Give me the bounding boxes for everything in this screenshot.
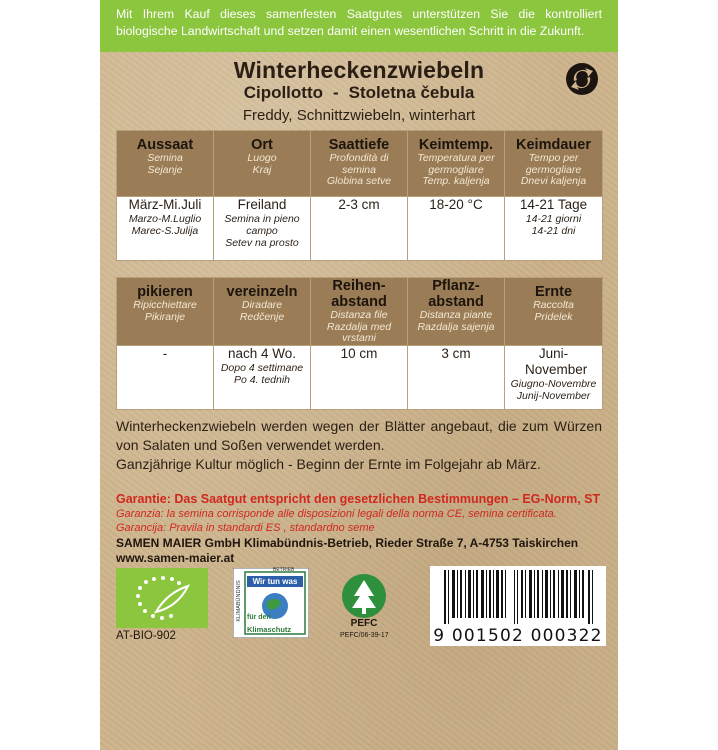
guarantee-german: Garantie: Das Saatgut entspricht den gesetzlichen Bestimmungen – EG-Norm, ST bbox=[116, 492, 601, 506]
value-italian: Dopo 4 settimane bbox=[220, 361, 304, 374]
eu-organic-code: AT-BIO-902 bbox=[116, 630, 176, 642]
guarantee-italian: Garanzia: la semina corrisponde alle disposizioni legali della norma CE, semina certificata. bbox=[116, 508, 557, 520]
value-main: nach 4 Wo. bbox=[227, 345, 297, 361]
header-sub-italian: Semina bbox=[147, 152, 183, 164]
product-title: Winterheckenzwiebeln bbox=[233, 57, 485, 83]
eu-organic-leaf-icon bbox=[116, 568, 208, 628]
value-italian: Marzo-M.Luglio bbox=[128, 213, 202, 225]
company-info bbox=[116, 536, 616, 566]
value-main: 2-3 cm bbox=[338, 197, 380, 212]
guarantee-slovenian: Garancija: Pravila in standardi ES , standardno seme bbox=[116, 522, 375, 534]
pefc-code: PEFC/06-39-17 bbox=[340, 632, 389, 639]
barcode-bars-icon bbox=[430, 566, 606, 624]
value-italian: 14-21 giorni bbox=[525, 213, 582, 225]
value-main: 3 cm bbox=[441, 345, 471, 361]
value-main: - bbox=[162, 345, 168, 361]
klima-slogan-bottom: Klimaschutz bbox=[247, 625, 292, 634]
header-sub-slovenian: Pridelek bbox=[534, 310, 573, 323]
sowing-table-value-row bbox=[117, 197, 603, 261]
header-cell bbox=[311, 278, 408, 346]
header-sub-slovenian: Dnevi kaljenja bbox=[520, 175, 587, 187]
header-label: Ort bbox=[251, 137, 273, 153]
header-sub-italian: Raccolta bbox=[533, 299, 574, 311]
klima-betrieb-text: BETRIEB bbox=[273, 567, 295, 573]
value-italian: Giugno-Novembre bbox=[510, 377, 597, 390]
product-description: Freddy, Schnittzwiebeln, winterhart bbox=[242, 107, 476, 124]
subtitle-slovenian: Stoletna čebula bbox=[348, 83, 475, 102]
care-table bbox=[116, 277, 603, 410]
value-slovenian: Setev na prosto bbox=[225, 237, 299, 249]
header-cell bbox=[505, 131, 603, 197]
subtitle-italian: Cipollotto bbox=[243, 83, 323, 102]
header-sub-italian: Tempo per germogliare bbox=[525, 152, 582, 176]
header-sub-italian: Profondità di semina bbox=[329, 152, 389, 176]
header-sub-slovenian: Kraj bbox=[252, 163, 272, 176]
header-label: vereinzeln bbox=[226, 284, 298, 300]
sowing-table-header-row bbox=[117, 131, 603, 197]
subtitle-separator: - bbox=[333, 83, 339, 102]
header-sub-slovenian: Pikiranje bbox=[144, 310, 186, 323]
cultivation-info bbox=[116, 417, 602, 474]
header-cell bbox=[408, 278, 505, 346]
header-cell bbox=[214, 278, 311, 346]
recycle-arrows-icon bbox=[565, 62, 599, 96]
value-slovenian: Junij-November bbox=[516, 389, 591, 402]
value-cell bbox=[505, 345, 603, 409]
header-sub-slovenian: Redčenje bbox=[239, 310, 285, 323]
pefc-label: PEFC bbox=[350, 618, 378, 629]
header-cell bbox=[214, 131, 311, 197]
value-cell bbox=[117, 345, 214, 409]
value-main: 18-20 °C bbox=[429, 197, 483, 212]
header-cell bbox=[408, 131, 505, 197]
value-main: Freiland bbox=[237, 197, 287, 212]
header-label: Keimtemp. bbox=[418, 137, 494, 153]
header-sub-italian: Ripicchiettare bbox=[133, 299, 197, 311]
header-cell bbox=[117, 131, 214, 197]
barcode-digits: 9 001502 000322 bbox=[433, 626, 603, 646]
value-slovenian: 14-21 dni bbox=[531, 225, 576, 237]
guarantee-block bbox=[116, 491, 616, 535]
value-cell bbox=[408, 197, 505, 261]
header-sub-italian: Temperatura per germogliare bbox=[417, 152, 495, 176]
value-cell bbox=[117, 197, 214, 261]
value-main: 10 cm bbox=[340, 345, 378, 361]
header-sub-italian: Distanza file bbox=[330, 309, 388, 321]
value-main: 14-21 Tage bbox=[519, 197, 588, 212]
header-sub-slovenian: Razdalja med vrstami bbox=[326, 320, 392, 344]
product-subtitle bbox=[100, 83, 618, 103]
info-paragraph-harvest: Ganzjährige Kultur möglich - Beginn der Ernte im Folgejahr ab März. bbox=[116, 456, 541, 472]
value-cell bbox=[408, 345, 505, 409]
sowing-table bbox=[116, 130, 603, 261]
header-cell bbox=[311, 131, 408, 197]
title-block bbox=[100, 56, 618, 127]
klimabuendnis-logo bbox=[233, 568, 309, 638]
header-sub-italian: Distanza piante bbox=[419, 309, 493, 321]
info-paragraph-usage: Winterheckenzwiebeln werden wegen der Blätter angebaut, die zum Würzen von Salaten und Soßen verwendet werden. bbox=[116, 418, 602, 453]
value-slovenian: Marec-S.Julija bbox=[131, 225, 199, 237]
header-sub-slovenian: Globina setve bbox=[326, 175, 392, 187]
company-website[interactable]: www.samen-maier.at bbox=[116, 551, 235, 565]
header-label: Keimdauer bbox=[516, 137, 591, 153]
value-cell bbox=[214, 197, 311, 261]
value-cell bbox=[311, 197, 408, 261]
header-cell bbox=[505, 278, 603, 346]
klima-slogan-mid: für den bbox=[247, 614, 271, 621]
header-sub-slovenian: Razdalja sajenja bbox=[417, 320, 495, 333]
company-address: SAMEN MAIER GmbH Klimabündnis-Betrieb, Rieder Straße 7, A-4753 Taiskirchen bbox=[116, 536, 579, 550]
header-label: Ernte bbox=[534, 284, 573, 300]
header-sub-slovenian: Temp. kaljenja bbox=[422, 175, 490, 187]
organic-support-banner: Mit Ihrem Kauf dieses samenfesten Saatgutes unterstützen Sie die kontrolliert biologische Landwirtschaft und setzen damit einen wesentlichen Schritt in die Zukunft. bbox=[100, 0, 618, 52]
header-label: pikieren bbox=[137, 284, 193, 300]
value-cell bbox=[311, 345, 408, 409]
value-italian: Semina in pieno campo bbox=[224, 213, 300, 237]
value-cell bbox=[214, 345, 311, 409]
value-main: Juni-November bbox=[525, 345, 588, 377]
care-table-header-row bbox=[117, 278, 603, 346]
value-main: März-Mi.Juli bbox=[128, 197, 202, 212]
header-label: Reihen-abstand bbox=[331, 278, 387, 310]
header-sub-slovenian: Sejanje bbox=[147, 163, 183, 176]
value-cell bbox=[505, 197, 603, 261]
header-label: Saattiefe bbox=[328, 137, 390, 153]
care-table-value-row bbox=[117, 345, 603, 409]
header-sub-italian: Luogo bbox=[247, 152, 277, 164]
value-slovenian: Po 4. tednih bbox=[233, 373, 291, 386]
klima-side-text: KLIMABÜNDNIS bbox=[236, 580, 242, 622]
header-cell bbox=[117, 278, 214, 346]
ean-barcode bbox=[430, 566, 606, 646]
header-sub-italian: Diradare bbox=[241, 299, 283, 311]
klima-slogan-top: Wir tun was bbox=[247, 576, 303, 587]
header-label: Pflanz-abstand bbox=[428, 278, 484, 310]
header-label: Aussaat bbox=[136, 137, 194, 153]
seed-packet-back bbox=[100, 0, 618, 750]
